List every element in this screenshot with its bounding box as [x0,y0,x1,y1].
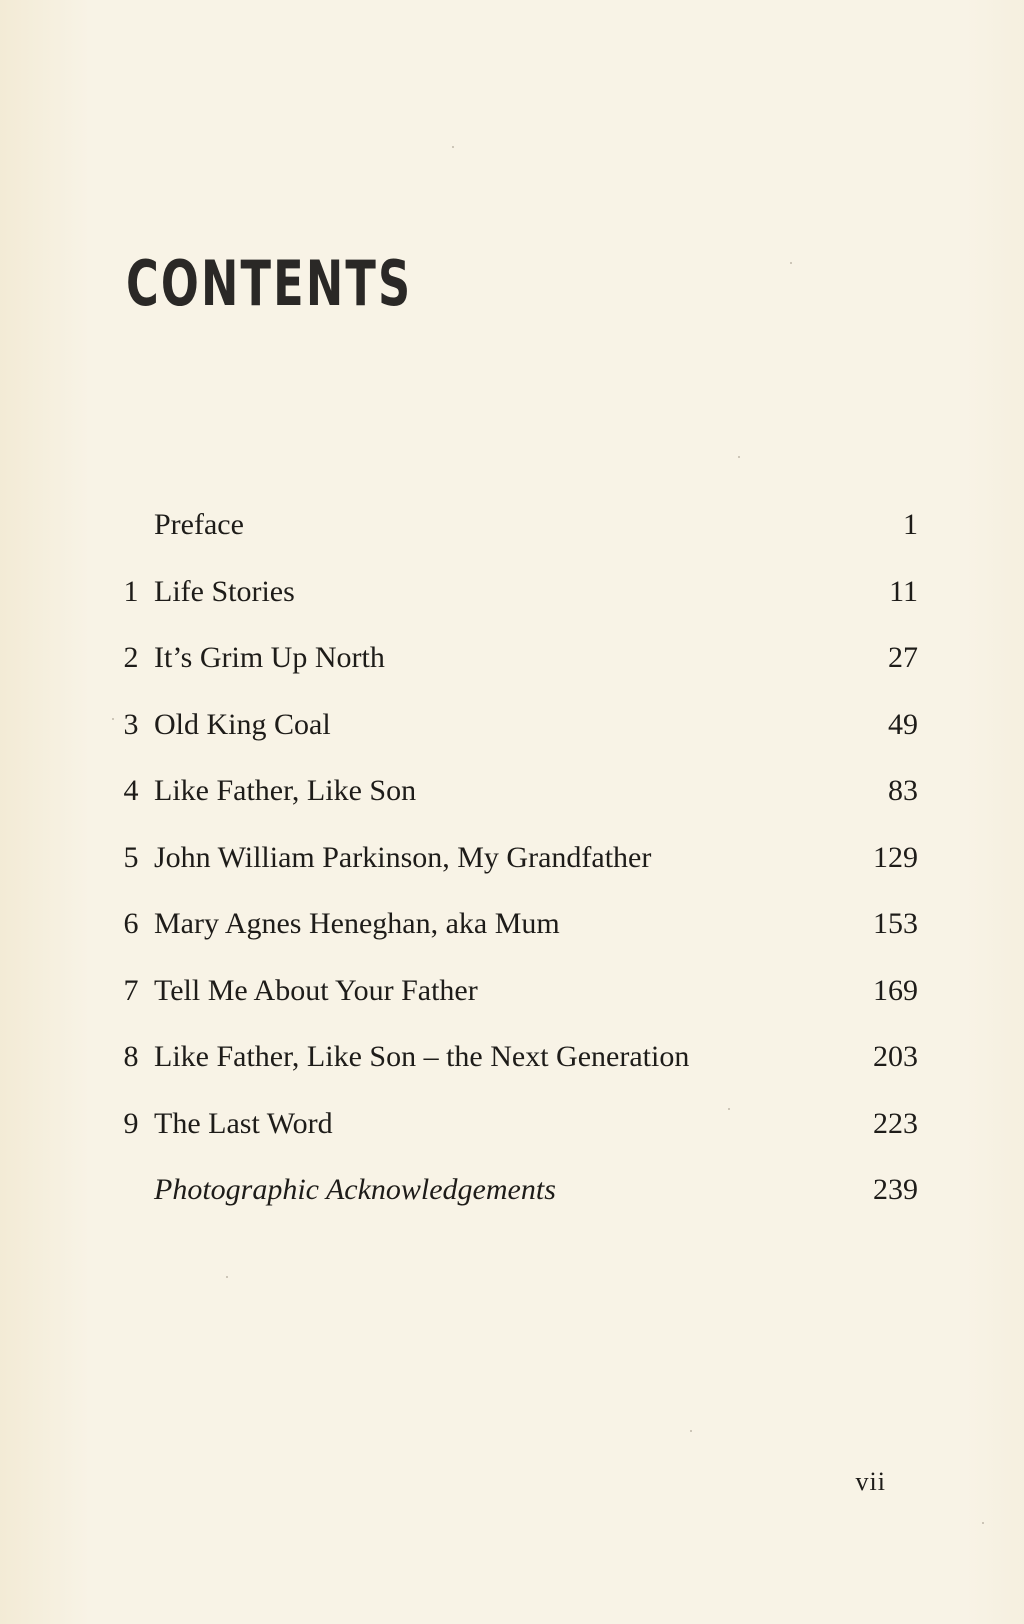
paper-speck [452,146,454,148]
page-number: 169 [873,973,918,1007]
chapter-number: 5 [123,840,139,874]
chapter-title: John William Parkinson, My Grandfather [154,840,652,874]
chapter-title: Like Father, Like Son – the Next Generation [154,1040,690,1073]
paper-speck [112,718,114,720]
toc-entry [0,700,1024,750]
chapter-title: Life Stories [154,574,295,608]
toc-entry [0,633,1024,683]
page-number: 129 [873,840,918,874]
paper-speck [738,456,740,458]
paper-speck [790,262,792,264]
page-number: 153 [873,907,918,940]
chapter-title: The Last Word [154,1106,333,1140]
page-number: 239 [873,1173,918,1206]
chapter-number: 3 [123,707,139,741]
toc-entry [0,500,1024,550]
toc-entry [0,766,1024,816]
contents-heading: CONTENTS [126,247,413,320]
page-number: 83 [888,774,918,807]
chapter-title: Mary Agnes Heneghan, aka Mum [154,907,560,940]
paper-speck [690,1430,692,1432]
page-number: 27 [888,641,918,674]
toc-entry [0,567,1024,617]
chapter-number: 2 [123,641,139,674]
chapter-number: 7 [123,973,139,1007]
chapter-number: 6 [123,907,139,940]
toc-entry [0,966,1024,1016]
page-number: 203 [873,1040,918,1073]
paper-speck [982,1522,984,1524]
paper-speck [226,1276,228,1278]
chapter-title: It’s Grim Up North [154,641,385,674]
page-number: 11 [889,574,918,608]
chapter-number: 1 [123,574,139,608]
chapter-title: Preface [154,508,244,541]
toc-entry [0,1032,1024,1082]
toc-entry [0,1165,1024,1215]
chapter-title: Like Father, Like Son [154,774,417,807]
chapter-number: 8 [123,1040,139,1073]
chapter-title: Tell Me About Your Father [154,973,478,1007]
toc-entry [0,833,1024,883]
page-number: 1 [903,508,918,541]
paper-speck [728,1108,730,1110]
chapter-number: 9 [123,1106,139,1140]
page-number: 49 [888,707,918,741]
page-folio: vii [855,1467,886,1496]
chapter-number: 4 [123,774,139,807]
chapter-title: Photographic Acknowledgements [154,1173,556,1206]
toc-entry [0,1099,1024,1149]
chapter-title: Old King Coal [154,707,331,741]
page-number: 223 [873,1106,918,1140]
toc-entry [0,899,1024,949]
